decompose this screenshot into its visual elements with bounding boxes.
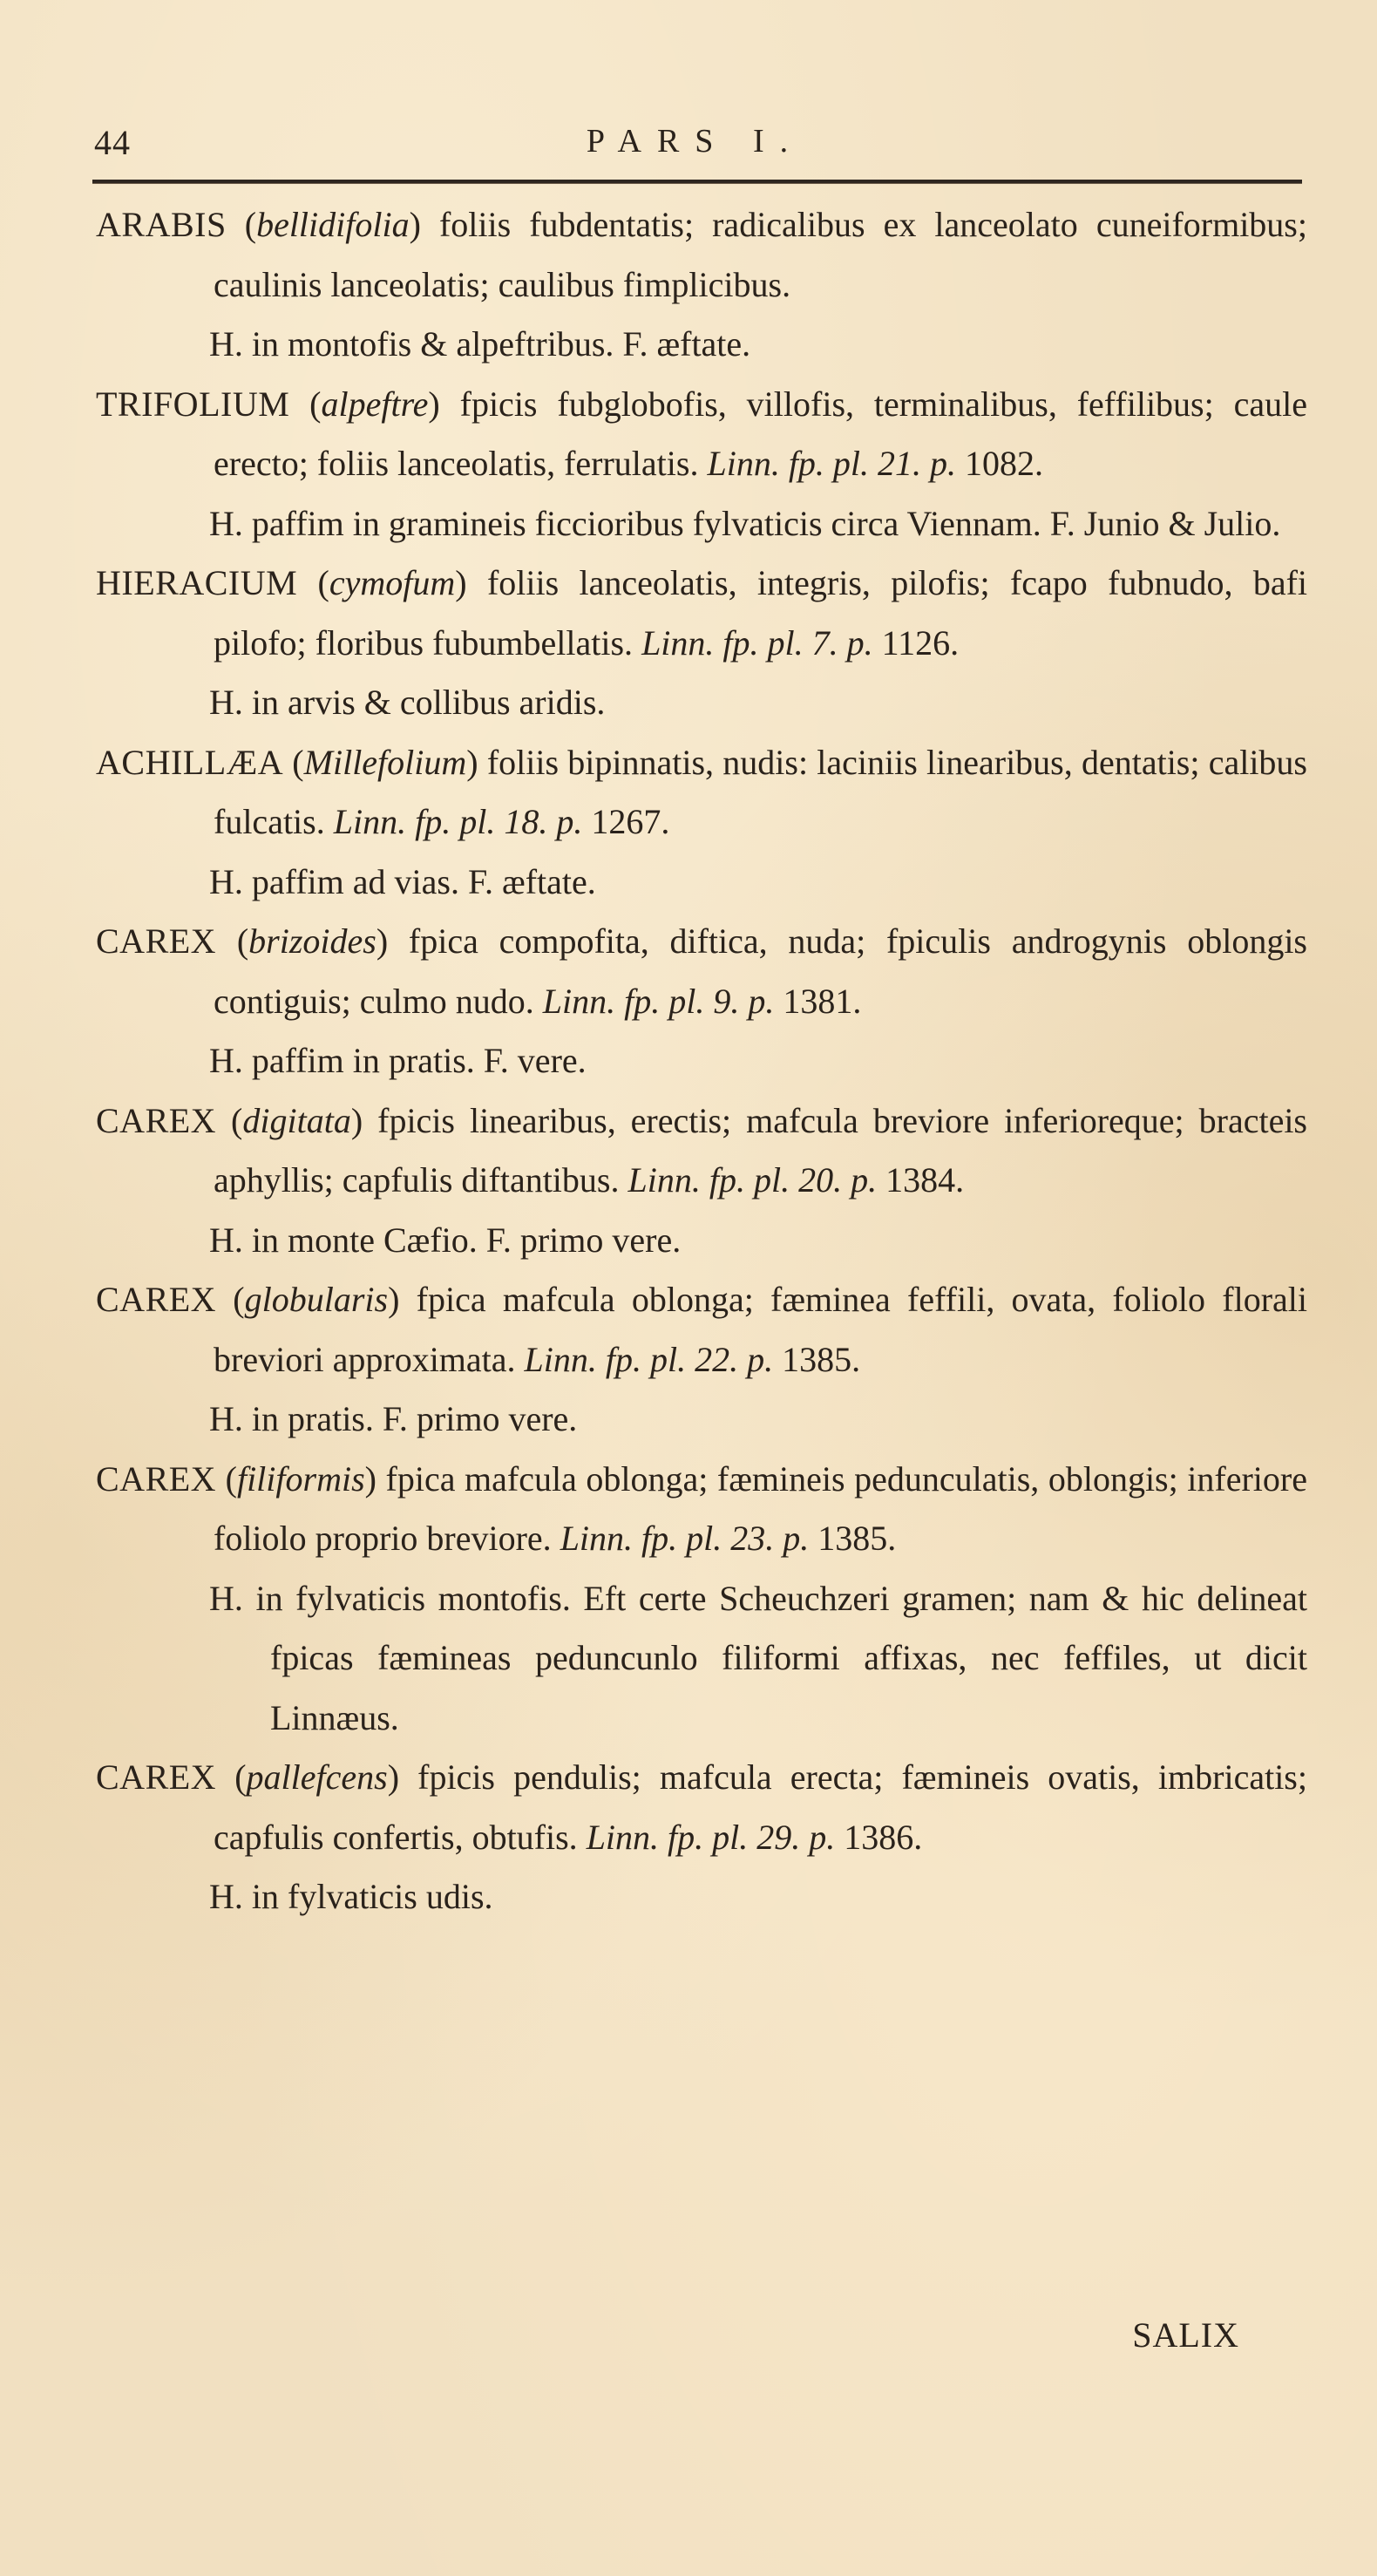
species-description: fpicis fubglobofis, villofis, terminalibus, feffilibus; caule erecto; foliis lanceolatis, ferrulatis. [214,384,1307,483]
linnaeus-reference: Linn. fp. pl. 29. p. [586,1817,836,1857]
page-header [87,122,1303,174]
species-description: foliis bipinnatis, nudis: laciniis linearibus, dentatis; calibus fulcatis. [214,742,1307,841]
habitat-note: H. in monte Cæfio. F. primo vere. [209,1220,682,1260]
species-description: foliis fubdentatis; radicalibus ex lanceolato cuneiformibus; caulinis lanceolatis; caulibus fimplicibus. [214,205,1307,304]
reference-page: 1082. [965,444,1044,483]
species-name: pallefcens [246,1757,388,1797]
header-rule [92,180,1302,184]
species-name: Millefolium [303,742,467,782]
reference-page: 1384. [885,1160,965,1200]
species-entry: TRIFOLIUM (alpeftre) fpicis fubglobofis, villofis, terminalibus, feffilibus; caule erecto; foliis lanceolatis, ferrulatis. Linn. fp. pl. 21. p. 1082. H. paffim in gramineis ficcioribus fylvaticis circa Viennam. F. Junio & Julio. [96,375,1307,554]
linnaeus-reference: Linn. fp. pl. 9. p. [542,981,775,1021]
habitat-note: H. paffim ad vias. F. æftate. [209,861,596,901]
species-entry: CAREX (globularis) fpica mafcula oblonga; fæminea feffili, ovata, foliolo florali breviori approximata. Linn. fp. pl. 22. p. 1385. H. in pratis. F. primo vere. [96,1270,1307,1450]
genus-name: TRIFOLIUM [96,384,290,424]
linnaeus-reference: Linn. fp. pl. 7. p. [641,622,873,663]
linnaeus-reference: Linn. fp. pl. 21. p. [707,444,957,483]
genus-name: CAREX [96,921,217,961]
species-description: fpica mafcula oblonga; fæminea feffili, ovata, foliolo florali breviori approximata. [214,1280,1307,1379]
linnaeus-reference: Linn. fp. pl. 20. p. [627,1160,878,1200]
habitat-note: H. in montofis & alpeftribus. F. æftate. [209,324,751,364]
page-number: 44 [94,123,131,162]
habitat-note: H. in fylvaticis montofis. Eft certe Scheuchzeri gramen; nam & hic delineat fpicas fæmineas peduncunlo filiformi affixas, nec feffiles, ut dicit Linnæus. [209,1578,1307,1737]
species-name: alpeftre [321,384,429,424]
linnaeus-reference: Linn. fp. pl. 22. p. [524,1339,774,1379]
species-entry: CAREX (filiformis) fpica mafcula oblonga; fæmineis pedunculatis, oblongis; inferiore foliolo proprio breviore. Linn. fp. pl. 23. p. 1385. H. in fylvaticis montofis. Eft certe Scheuchzeri gramen; nam & hic delineat fpicas fæmineas peduncunlo filiformi affixas, nec feffiles, ut dicit Linnæus. [96,1450,1307,1749]
species-name: bellidifolia [256,205,410,244]
catchword: SALIX [1132,2315,1239,2355]
page-body [96,195,1307,1927]
genus-name: CAREX [96,1100,217,1140]
genus-name: HIERACIUM [96,563,298,602]
reference-page: 1386. [844,1817,923,1857]
species-description: fpicis linearibus, erectis; mafcula breviore inferioreque; bracteis aphyllis; capfulis diftantibus. [214,1100,1307,1200]
genus-name: ACHILLÆA [96,742,284,782]
reference-page: 1385. [817,1519,897,1558]
species-name: digitata [242,1100,351,1140]
species-description: fpicis pendulis; mafcula erecta; fæmineis ovatis, imbricatis; capfulis confertis, obtufis. [214,1757,1307,1857]
species-entry: ACHILLÆA (Millefolium) foliis bipinnatis, nudis: laciniis linearibus, dentatis; calibus fulcatis. Linn. fp. pl. 18. p. 1267. H. paffim ad vias. F. æftate. [96,733,1307,913]
species-description: fpica mafcula oblonga; fæmineis pedunculatis, oblongis; inferiore foliolo proprio breviore. [214,1458,1307,1558]
species-name: filiformis [236,1458,365,1499]
species-entry: CAREX (digitata) fpicis linearibus, erectis; mafcula breviore inferioreque; bracteis aphyllis; capfulis diftantibus. Linn. fp. pl. 20. p. 1384. H. in monte Cæfio. F. primo vere. [96,1091,1307,1271]
genus-name: ARABIS [96,205,227,244]
habitat-note: H. paffim in gramineis ficcioribus fylvaticis circa Viennam. F. Junio & Julio. [209,503,1281,543]
genus-name: CAREX [96,1280,217,1319]
genus-name: CAREX [96,1757,217,1797]
reference-page: 1126. [881,622,960,663]
species-name: brizoides [248,921,376,961]
habitat-note: H. paffim in pratis. F. vere. [209,1041,587,1080]
habitat-note: H. in fylvaticis udis. [209,1877,493,1916]
habitat-note: H. in arvis & collibus aridis. [209,683,606,722]
species-name: cymofum [329,563,456,602]
running-head: PARS I. [586,123,804,160]
species-description: foliis lanceolatis, integris, pilofis; fcapo fubnudo, bafi pilofo; floribus fubumbellatis. [214,563,1308,663]
species-entry: CAREX (brizoides) fpica compofita, diftica, nuda; fpiculis androgynis oblongis contiguis; culmo nudo. Linn. fp. pl. 9. p. 1381. H. paffim in pratis. F. vere. [96,912,1307,1091]
genus-name: CAREX [96,1458,217,1499]
linnaeus-reference: Linn. fp. pl. 18. p. [333,802,583,841]
reference-page: 1267. [591,802,670,841]
reference-page: 1385. [782,1339,861,1379]
species-entry: HIERACIUM (cymofum) foliis lanceolatis, integris, pilofis; fcapo fubnudo, bafi pilofo; floribus fubumbellatis. Linn. fp. pl. 7. p. 1126. H. in arvis & collibus aridis. [96,554,1307,733]
species-name: globularis [244,1280,389,1319]
species-entry: ARABIS (bellidifolia) foliis fubdentatis; radicalibus ex lanceolato cuneiformibus; caulinis lanceolatis; caulibus fimplicibus. H. in montofis & alpeftribus. F. æftate. [96,195,1307,375]
habitat-note: H. in pratis. F. primo vere. [209,1399,578,1438]
species-description: fpica compofita, diftica, nuda; fpiculis androgynis oblongis contiguis; culmo nudo. [214,921,1307,1021]
linnaeus-reference: Linn. fp. pl. 23. p. [560,1519,810,1558]
reference-page: 1381. [783,981,862,1021]
species-entry: CAREX (pallefcens) fpicis pendulis; mafcula erecta; fæmineis ovatis, imbricatis; capfulis confertis, obtufis. Linn. fp. pl. 29. p. 1386. H. in fylvaticis udis. [96,1748,1307,1927]
